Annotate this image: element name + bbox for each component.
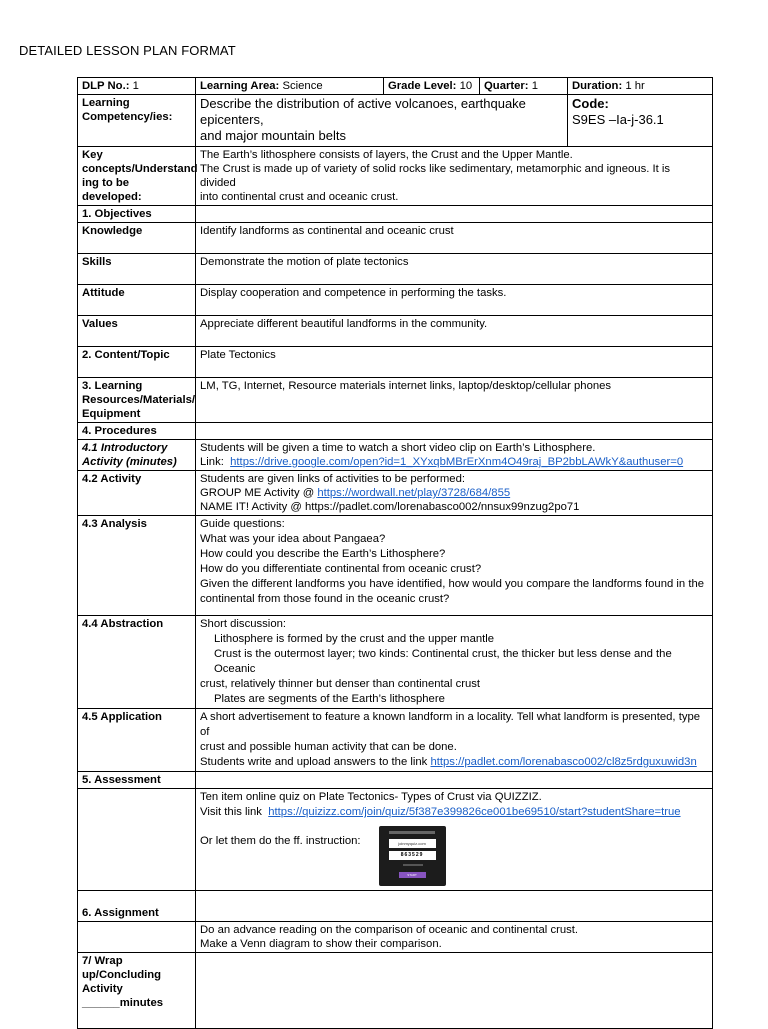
- header-row: [78, 78, 713, 95]
- document-title: DETAILED LESSON PLAN FORMAT: [19, 43, 236, 58]
- wordwall-link[interactable]: https://wordwall.net/play/3728/684/855: [317, 487, 511, 499]
- wrapup-row: [78, 953, 713, 1029]
- attitude-row: Attitude Display cooperation and competence in performing the tasks.: [78, 285, 713, 316]
- code-cell: Code: S9ES –Ia-j-36.1: [568, 95, 713, 147]
- competency-text: Describe the distribution of active volcanoes, earthquake epicenters, and major mountain belts: [196, 95, 568, 147]
- content-row: 2. Content/Topic Plate Tectonics: [78, 347, 713, 378]
- learning-area-cell: Learning Area: Science: [196, 78, 384, 95]
- intro-row: 4.1 Introductory Activity (minutes) Students will be given a time to watch a short video clip on Earth’s Lithosphere. Link: https://drive.google.com/open?id=1_XYxqbMBrErXnm4O49raj_BP2bbLAWkY&authuser=0: [78, 440, 713, 471]
- application-row: 4.5 Application A short advertisement to feature a known landform in a locality. Tell what landform is presented, type of crust and possible human activity that can be done. Students write and upload answers to the link https://padlet.com/lorenabasco002/cl8z5rdguxuwid3n: [78, 709, 713, 772]
- key-concepts-label: Key concepts/Understand ing to be developed:: [78, 147, 196, 206]
- resources-label: 3. Learning Resources/Materials/ Equipment: [78, 378, 196, 423]
- lesson-plan-table: [77, 77, 713, 1029]
- duration-cell: Duration: 1 hr: [568, 78, 713, 95]
- padlet-link[interactable]: https://padlet.com/lorenabasco002/cl8z5rdguxuwid3n: [430, 756, 697, 768]
- assignment-row: Do an advance reading on the comparison of oceanic and continental crust. Make a Venn diagram to show their comparison.: [78, 922, 713, 953]
- objectives-heading-row: [78, 206, 713, 223]
- skills-row: Skills Demonstrate the motion of plate tectonics: [78, 254, 713, 285]
- competency-label: Learning Competency/ies:: [78, 95, 196, 147]
- key-concepts-text: The Earth’s lithosphere consists of layers, the Crust and the Upper Mantle. The Crust is made up of variety of solid rocks like sedimentary, metamorphic and igneous. It is divided into continental crust and oceanic crust.: [196, 147, 713, 206]
- objectives-heading: 1. Objectives: [78, 206, 196, 223]
- analysis-row: 4.3 Analysis Guide questions: What was your idea about Pangaea? How could you describe the Earth’s Lithosphere? How do you differentiate continental from oceanic crust? Given the different landforms you have identified, how would you compare the landforms found in the continental from those found in the oceanic crust?: [78, 516, 713, 616]
- key-concepts-row: [78, 147, 713, 206]
- quizizz-link[interactable]: https://quizizz.com/join/quiz/5f387e399826ce001be69510/start?studentShare=true: [268, 806, 681, 818]
- assessment-heading-row: 5. Assessment: [78, 772, 713, 789]
- competency-row: [78, 95, 713, 147]
- assessment-row: Ten item online quiz on Plate Tectonics- Types of Crust via QUIZZIZ. Visit this link https://quizizz.com/join/quiz/5f387e399826ce001be69510/start?studentShare=true Or let them do the ff. instruction: joinmyquiz.com 863529 START: [78, 789, 713, 891]
- wrapup-label: 7/ Wrap up/Concluding Activity ______minutes: [78, 953, 196, 1029]
- values-row: Values Appreciate different beautiful landforms in the community.: [78, 316, 713, 347]
- abstraction-row: 4.4 Abstraction Short discussion: Lithosphere is formed by the crust and the upper mantle Crust is the outermost layer; two kinds: Continental crust, the thicker but less dense and the Oceanic crust, relatively thinner but denser than continental crust Plates are segments of the Earth’s lithosphere: [78, 616, 713, 709]
- dlp-cell: DLP No.: 1: [78, 78, 196, 95]
- video-link[interactable]: https://drive.google.com/open?id=1_XYxqbMBrErXnm4O49raj_BP2bbLAWkY&authuser=0: [230, 456, 684, 468]
- intro-label: 4.1 Introductory Activity (minutes): [78, 440, 196, 471]
- procedures-heading-row: 4. Procedures: [78, 423, 713, 440]
- quiz-join-screenshot: joinmyquiz.com 863529 START: [379, 826, 446, 886]
- knowledge-row: Knowledge Identify landforms as continental and oceanic crust: [78, 223, 713, 254]
- assignment-heading-row: 6. Assignment: [78, 891, 713, 922]
- resources-row: 3. Learning Resources/Materials/ Equipment LM, TG, Internet, Resource materials internet links, laptop/desktop/cellular phones: [78, 378, 713, 423]
- grade-level-cell: Grade Level: 10: [384, 78, 480, 95]
- quarter-cell: Quarter: 1: [480, 78, 568, 95]
- activity-row: 4.2 Activity Students are given links of activities to be performed: GROUP ME Activity @ https://wordwall.net/play/3728/684/855 NAME IT! Activity @ https://padlet.com/lorenabasco002/nnsux99nzug2po71: [78, 471, 713, 516]
